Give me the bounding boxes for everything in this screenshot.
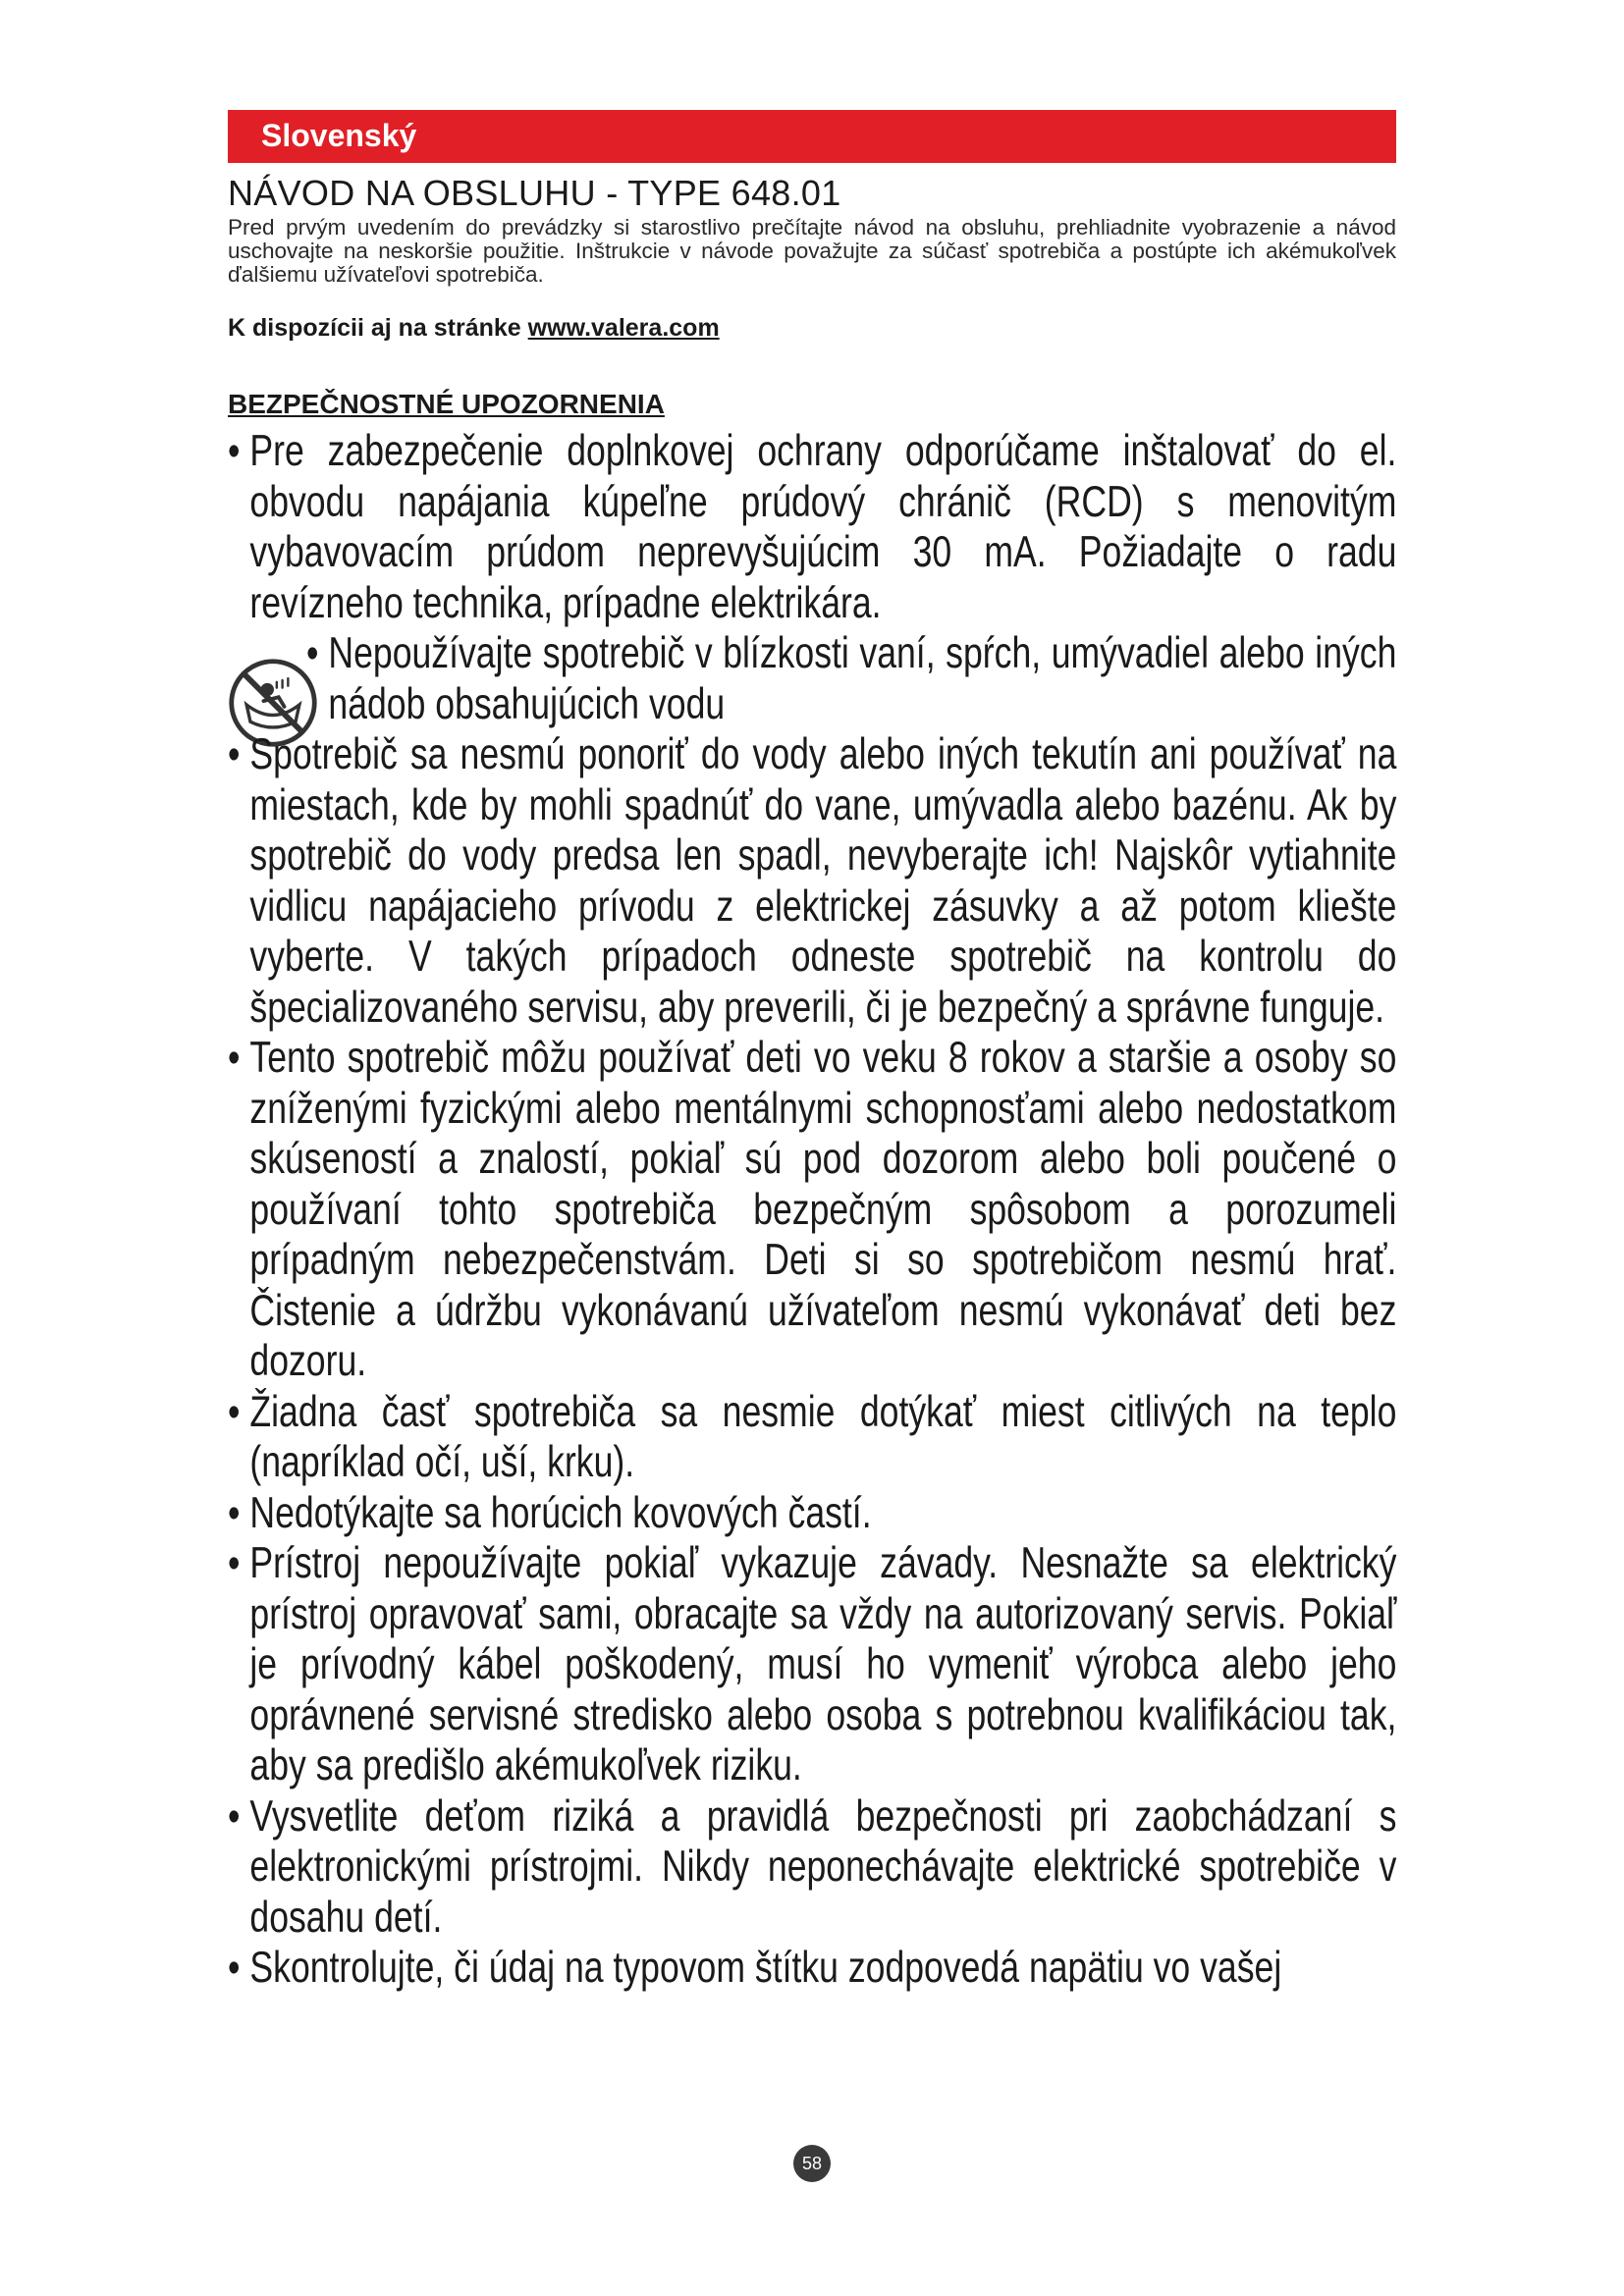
bullet-dot: •	[228, 730, 241, 778]
list-item: • Tento spotrebič môžu používať deti vo veku 8 rokov a staršie a osoby so zníženými fyzickými alebo mentálnymi schopnosťami alebo nedostatkom skúseností a znalostí, pokiaľ sú pod dozorom alebo boli poučené o používaní tohto spotrebiča bezpečným spôsobom a porozumeli prípadným nebezpečenstvám. Deti si so spotrebičom nesmú hrať. Čistenie a údržbu vykonávanú užívateľom nesmú vykonávať deti bez dozoru.	[228, 1034, 1397, 1385]
list-item: • Prístroj nepoužívajte pokiaľ vykazuje závady. Nesnažte sa elektrický prístroj opravovať sami, obracajte sa vždy na autorizovaný servis. Pokiaľ je prívodný kábel poškodený, musí ho vymeniť výrobca alebo jeho oprávnené servisné stredisko alebo osoba s potrebnou kvalifikáciou tak, aby sa predišlo akémukoľvek riziku.	[228, 1539, 1397, 1789]
bullet-dot: •	[228, 1791, 241, 1841]
language-banner	[228, 110, 1396, 163]
bullet-dot: •	[228, 1944, 241, 1992]
list-item: • Nepoužívajte spotrebič v blízkosti vaní, spŕch, umývadiel alebo iných nádob obsahujúcich vodu	[306, 629, 1397, 728]
page-number: 58	[793, 2145, 831, 2182]
list-item: • Pre zabezpečenie doplnkovej ochrany odporúčame inštalovať do el. obvodu napájania kúpeľne prúdový chránič (RCD) s menovitým vybavovacím prúdom neprevyšujúcim 30 mA. Požiadajte o radu revízneho technika, prípadne elektrikára.	[228, 427, 1397, 627]
list-item: • Nedotýkajte sa horúcich kovových častí.	[228, 1488, 872, 1537]
list-item: • Žiadna časť spotrebiča sa nesmie dotýkať miest citlivých na teplo (napríklad očí, uší, krku).	[228, 1387, 1397, 1486]
safety-list	[228, 426, 1396, 1994]
bullet-dot: •	[228, 427, 241, 475]
availability-line	[228, 314, 720, 343]
language-label: Slovenský	[261, 118, 417, 153]
bullet-dot: •	[306, 629, 319, 677]
list-item: • Spotrebič sa nesmú ponoriť do vody alebo iných tekutín ani používať na miestach, kde by mohli spadnúť do vane, umývadla alebo bazénu. Ak by spotrebič do vody predsa len spadl, nevyberajte ich! Najskôr vytiahnite vidlicu napájacieho prívodu z elektrickej zásuvky a až potom kliešte vyberte. V takých prípadoch odneste spotrebič na kontrolu do špecializovaného servisu, aby preverili, či je bezpečný a správne funguje.	[228, 730, 1397, 1032]
page-title: NÁVOD NA OBSLUHU - TYPE 648.01	[228, 173, 841, 213]
intro-paragraph: Pred prvým uvedením do prevádzky si starostlivo prečítajte návod na obsluhu, prehliadnite vyobrazenie a návod uschovajte na neskoršie použitie. Inštrukcie v návode považujte za súčasť spotrebiča a postúpte ich akémukoľvek ďalšiemu užívateľovi spotrebiča.	[228, 215, 1396, 287]
availability-label: K dispozícii aj na stránke	[228, 314, 521, 342]
list-item: • Vysvetlite deťom riziká a pravidlá bezpečnosti pri zaobchádzaní s elektronickými prístrojmi. Nikdy neponechávajte elektrické spotrebiče v dosahu detí.	[228, 1791, 1397, 1942]
bullet-dot: •	[228, 1387, 241, 1436]
bullet-dot: •	[228, 1539, 241, 1587]
section-heading: BEZPEČNOSTNÉ UPOZORNENIA	[228, 389, 665, 419]
bullet-dot: •	[228, 1488, 241, 1537]
website-link[interactable]: www.valera.com	[527, 314, 720, 342]
bullet-dot: •	[228, 1034, 241, 1082]
list-item: • Skontrolujte, či údaj na typovom štítku zodpovedá napätiu vo vašej	[228, 1944, 1282, 1992]
